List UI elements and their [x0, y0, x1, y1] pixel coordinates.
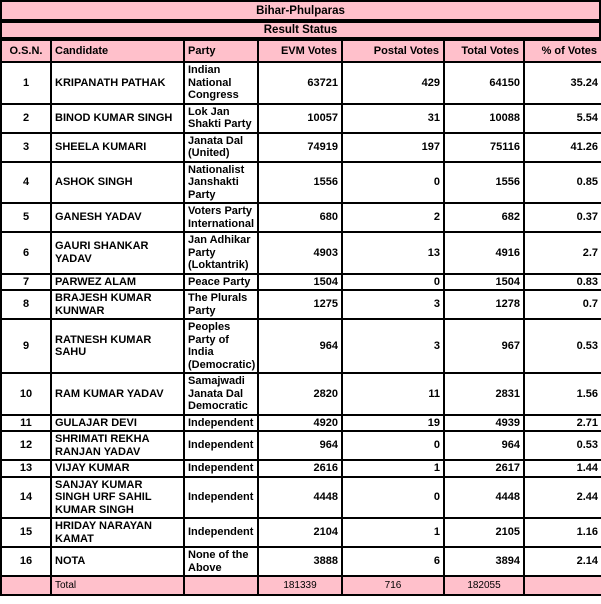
total-votes-cell: 1278	[444, 290, 524, 319]
evm-votes-cell: 3888	[258, 547, 342, 576]
pct-votes-cell: 35.24	[524, 62, 601, 104]
postal-votes-cell: 0	[342, 431, 444, 460]
osn-cell: 1	[1, 62, 51, 104]
postal-votes-cell: 2	[342, 203, 444, 232]
osn-cell: 14	[1, 477, 51, 519]
evm-votes-cell: 4903	[258, 232, 342, 274]
candidate-row	[1, 290, 601, 319]
total-votes-cell: 4916	[444, 232, 524, 274]
total-pct-votes	[524, 576, 601, 595]
candidate-cell: HRIDAY NARAYAN KAMAT	[51, 518, 184, 547]
evm-votes-cell: 2820	[258, 373, 342, 415]
candidate-cell: BINOD KUMAR SINGH	[51, 104, 184, 133]
candidate-row	[1, 162, 601, 204]
col-header-party: Party	[184, 40, 258, 62]
candidate-cell: NOTA	[51, 547, 184, 576]
party-cell: Independent	[184, 477, 258, 519]
pct-votes-cell: 2.71	[524, 415, 601, 432]
title-row	[1, 1, 600, 20]
osn-cell: 10	[1, 373, 51, 415]
total-votes-cell: 10088	[444, 104, 524, 133]
postal-votes-cell: 0	[342, 477, 444, 519]
total-votes-cell: 967	[444, 319, 524, 373]
col-header-postal-votes: Postal Votes	[342, 40, 444, 62]
col-header-pct-votes: % of Votes	[524, 40, 601, 62]
evm-votes-cell: 4920	[258, 415, 342, 432]
total-votes-cell: 1504	[444, 274, 524, 291]
total-votes-cell: 1556	[444, 162, 524, 204]
candidate-row	[1, 477, 601, 519]
postal-votes-cell: 1	[342, 518, 444, 547]
constituency-title-bar	[0, 0, 601, 21]
candidate-cell: KRIPANATH PATHAK	[51, 62, 184, 104]
osn-cell: 3	[1, 133, 51, 162]
osn-cell: 7	[1, 274, 51, 291]
party-cell: Nationalist Janshakti Party	[184, 162, 258, 204]
pct-votes-cell: 0.53	[524, 319, 601, 373]
total-evm-votes: 181339	[258, 576, 342, 595]
candidate-row	[1, 460, 601, 477]
candidate-row	[1, 232, 601, 274]
postal-votes-cell: 197	[342, 133, 444, 162]
candidate-cell: GULAJAR DEVI	[51, 415, 184, 432]
evm-votes-cell: 1275	[258, 290, 342, 319]
candidate-row	[1, 547, 601, 576]
pct-votes-cell: 0.37	[524, 203, 601, 232]
party-cell: Voters Party International	[184, 203, 258, 232]
party-cell: Independent	[184, 415, 258, 432]
candidate-row	[1, 431, 601, 460]
postal-votes-cell: 11	[342, 373, 444, 415]
evm-votes-cell: 4448	[258, 477, 342, 519]
postal-votes-cell: 3	[342, 290, 444, 319]
party-cell: Independent	[184, 460, 258, 477]
results-table	[0, 39, 601, 596]
total-votes-cell: 3894	[444, 547, 524, 576]
osn-cell: 16	[1, 547, 51, 576]
party-cell: Independent	[184, 518, 258, 547]
candidate-cell: PARWEZ ALAM	[51, 274, 184, 291]
candidate-row	[1, 104, 601, 133]
evm-votes-cell: 2104	[258, 518, 342, 547]
status-row	[1, 22, 600, 38]
party-cell: Lok Jan Shakti Party	[184, 104, 258, 133]
evm-votes-cell: 680	[258, 203, 342, 232]
total-votes-cell: 682	[444, 203, 524, 232]
candidate-row	[1, 62, 601, 104]
party-cell: None of the Above	[184, 547, 258, 576]
osn-cell: 15	[1, 518, 51, 547]
page-title: Bihar-Phulparas	[1, 1, 600, 20]
osn-cell: 5	[1, 203, 51, 232]
osn-cell: 6	[1, 232, 51, 274]
pct-votes-cell: 0.83	[524, 274, 601, 291]
col-header-candidate: Candidate	[51, 40, 184, 62]
evm-votes-cell: 964	[258, 319, 342, 373]
evm-votes-cell: 63721	[258, 62, 342, 104]
postal-votes-cell: 31	[342, 104, 444, 133]
osn-cell: 8	[1, 290, 51, 319]
pct-votes-cell: 2.14	[524, 547, 601, 576]
candidate-row	[1, 274, 601, 291]
candidate-cell: RAM KUMAR YADAV	[51, 373, 184, 415]
evm-votes-cell: 74919	[258, 133, 342, 162]
total-votes-cell: 964	[444, 431, 524, 460]
postal-votes-cell: 429	[342, 62, 444, 104]
osn-cell: 9	[1, 319, 51, 373]
osn-cell: 12	[1, 431, 51, 460]
pct-votes-cell: 41.26	[524, 133, 601, 162]
total-votes-cell: 64150	[444, 62, 524, 104]
total-votes-cell: 4939	[444, 415, 524, 432]
candidate-rows	[1, 62, 601, 576]
total-postal-votes: 716	[342, 576, 444, 595]
candidate-cell: GANESH YADAV	[51, 203, 184, 232]
postal-votes-cell: 0	[342, 162, 444, 204]
osn-cell: 2	[1, 104, 51, 133]
candidate-row	[1, 319, 601, 373]
party-cell: Indian National Congress	[184, 62, 258, 104]
candidate-row	[1, 415, 601, 432]
candidate-cell: ASHOK SINGH	[51, 162, 184, 204]
candidate-cell: SANJAY KUMAR SINGH URF SAHIL KUMAR SINGH	[51, 477, 184, 519]
evm-votes-cell: 1504	[258, 274, 342, 291]
pct-votes-cell: 0.7	[524, 290, 601, 319]
evm-votes-cell: 1556	[258, 162, 342, 204]
candidate-row	[1, 373, 601, 415]
total-row	[1, 576, 601, 595]
column-header-row	[1, 40, 601, 62]
candidate-row	[1, 203, 601, 232]
postal-votes-cell: 19	[342, 415, 444, 432]
party-cell: Jan Adhikar Party (Loktantrik)	[184, 232, 258, 274]
postal-votes-cell: 3	[342, 319, 444, 373]
pct-votes-cell: 2.44	[524, 477, 601, 519]
col-header-evm-votes: EVM Votes	[258, 40, 342, 62]
total-votes-cell: 2831	[444, 373, 524, 415]
evm-votes-cell: 10057	[258, 104, 342, 133]
candidate-cell: GAURI SHANKAR YADAV	[51, 232, 184, 274]
osn-cell: 4	[1, 162, 51, 204]
party-cell: Peace Party	[184, 274, 258, 291]
candidate-cell: BRAJESH KUMAR KUNWAR	[51, 290, 184, 319]
pct-votes-cell: 1.44	[524, 460, 601, 477]
candidate-cell: VIJAY KUMAR	[51, 460, 184, 477]
result-status-label: Result Status	[1, 22, 600, 38]
party-cell: Samajwadi Janata Dal Democratic	[184, 373, 258, 415]
postal-votes-cell: 13	[342, 232, 444, 274]
osn-cell: 11	[1, 415, 51, 432]
postal-votes-cell: 6	[342, 547, 444, 576]
total-osn-cell	[1, 576, 51, 595]
total-party-cell	[184, 576, 258, 595]
total-label: Total	[51, 576, 184, 595]
postal-votes-cell: 1	[342, 460, 444, 477]
candidate-cell: RATNESH KUMAR SAHU	[51, 319, 184, 373]
total-total-votes: 182055	[444, 576, 524, 595]
party-cell: Janata Dal (United)	[184, 133, 258, 162]
candidate-cell: SHEELA KUMARI	[51, 133, 184, 162]
total-votes-cell: 2105	[444, 518, 524, 547]
pct-votes-cell: 1.16	[524, 518, 601, 547]
evm-votes-cell: 964	[258, 431, 342, 460]
total-votes-cell: 4448	[444, 477, 524, 519]
party-cell: Peoples Party of India (Democratic)	[184, 319, 258, 373]
pct-votes-cell: 0.53	[524, 431, 601, 460]
col-header-osn: O.S.N.	[1, 40, 51, 62]
col-header-total-votes: Total Votes	[444, 40, 524, 62]
evm-votes-cell: 2616	[258, 460, 342, 477]
total-votes-cell: 2617	[444, 460, 524, 477]
candidate-row	[1, 518, 601, 547]
postal-votes-cell: 0	[342, 274, 444, 291]
candidate-cell: SHRIMATI REKHA RANJAN YADAV	[51, 431, 184, 460]
pct-votes-cell: 0.85	[524, 162, 601, 204]
result-status-bar	[0, 21, 601, 39]
total-votes-cell: 75116	[444, 133, 524, 162]
party-cell: The Plurals Party	[184, 290, 258, 319]
pct-votes-cell: 2.7	[524, 232, 601, 274]
candidate-row	[1, 133, 601, 162]
pct-votes-cell: 1.56	[524, 373, 601, 415]
party-cell: Independent	[184, 431, 258, 460]
osn-cell: 13	[1, 460, 51, 477]
pct-votes-cell: 5.54	[524, 104, 601, 133]
